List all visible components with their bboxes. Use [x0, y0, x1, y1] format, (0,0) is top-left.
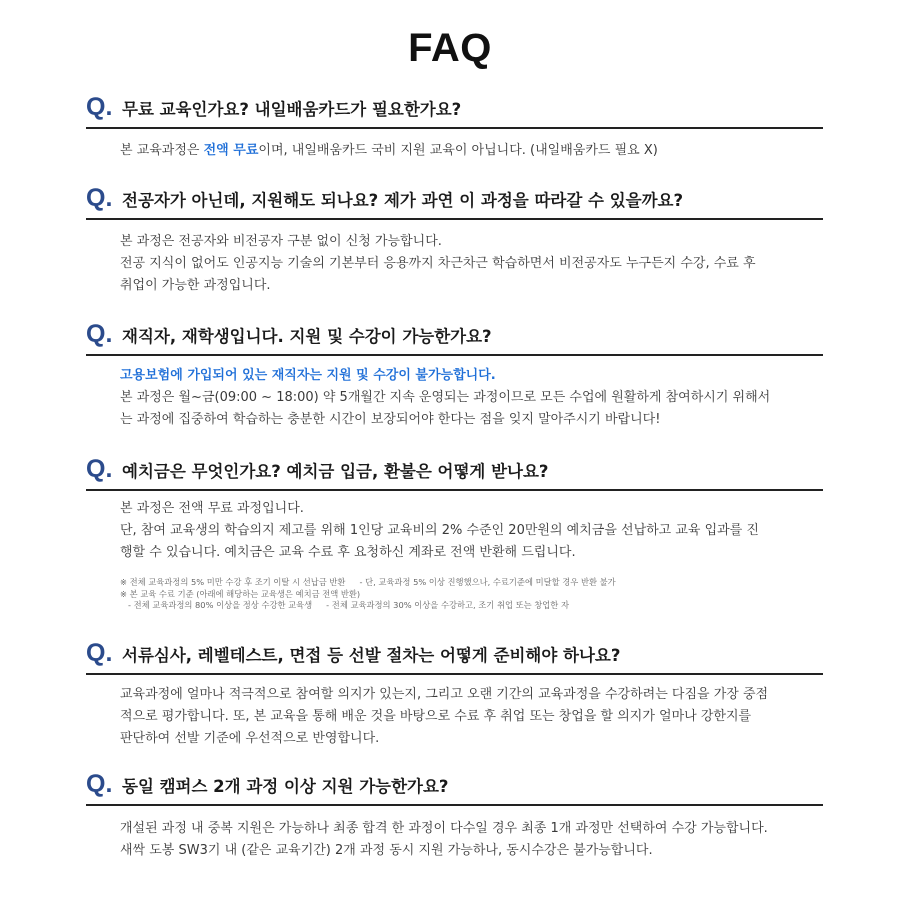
answer-line: 본 과정은 전액 무료 과정입니다. — [120, 501, 304, 516]
faq-answer-3 — [120, 365, 820, 431]
note-text: ※ 전체 교육과정의 5% 미만 수강 후 조기 이탈 시 선납금 반환 — [120, 577, 346, 587]
faq-question-3 — [86, 320, 823, 356]
q-mark: Q. — [86, 770, 113, 798]
answer-line: 본 과정은 전공자와 비전공자 구분 없이 신청 가능합니다. — [120, 234, 442, 249]
question-text: 예치금은 무엇인가요? 예치금 입금, 환불은 어떻게 받나요? — [122, 462, 549, 481]
answer-line: 취업이 가능한 과정입니다. — [120, 278, 271, 293]
answer-text: 본 교육과정은 — [120, 143, 204, 158]
question-text: 무료 교육인가요? 내일배움카드가 필요한가요? — [122, 100, 462, 119]
answer-line: 행할 수 있습니다. 예치금은 교육 수료 후 요청하신 계좌로 전액 반환해 드립니다. — [120, 545, 576, 560]
question-text: 서류심사, 레벨테스트, 면접 등 선발 절차는 어떻게 준비해야 하나요? — [122, 646, 621, 665]
answer-line: 판단하여 선발 기준에 우선적으로 반영합니다. — [120, 731, 380, 746]
q-mark: Q. — [86, 320, 113, 348]
note-text: - 단, 교육과정 5% 이상 진행했으나, 수료기준에 미달할 경우 반환 불가 — [359, 577, 616, 587]
answer-text: 이며, 내일배움카드 국비 지원 교육이 아닙니다. (내일배움카드 필요 X) — [258, 143, 658, 158]
answer-highlight: 고용보험에 가입되어 있는 재직자는 지원 및 수강이 불가능합니다. — [120, 368, 496, 383]
note-text: ※ 본 교육 수료 기준 (아래에 해당하는 교육생은 예치금 전액 반환) — [120, 588, 361, 599]
answer-highlight: 전액 무료 — [203, 143, 259, 158]
q-mark: Q. — [86, 184, 113, 212]
q-mark: Q. — [86, 455, 113, 483]
answer-line: 개설된 과정 내 중복 지원은 가능하나 최종 합격 한 과정이 다수일 경우 최종 1개 과정만 선택하여 수강 가능합니다. — [120, 821, 768, 836]
answer-line: 는 과정에 집중하여 학습하는 충분한 시간이 보장되어야 한다는 점을 잊지 말아주시기 바랍니다! — [120, 412, 661, 427]
answer-line: 교육과정에 얼마나 적극적으로 참여할 의지가 있는지, 그리고 오랜 기간의 교육과정을 수강하려는 다짐을 가장 중점 — [120, 687, 769, 702]
q-mark: Q. — [86, 93, 113, 121]
answer-line: 단, 참여 교육생의 학습의지 제고를 위해 1인당 교육비의 2% 수준인 20만원의 예치금을 선납하고 교육 입과를 진 — [120, 523, 759, 538]
faq-question-1 — [86, 93, 823, 129]
q-mark: Q. — [86, 639, 113, 667]
faq-answer-6 — [120, 818, 820, 862]
note-text: - 전체 교육과정의 80% 이상을 정상 수강한 교육생 — [128, 600, 313, 610]
answer-line: 전공 지식이 없어도 인공지능 기술의 기본부터 응용까지 차근차근 학습하면서 비전공자도 누구든지 수강, 수료 후 — [120, 256, 756, 271]
question-text: 동일 캠퍼스 2개 과정 이상 지원 가능한가요? — [122, 777, 449, 796]
answer-line: 적으로 평가합니다. 또, 본 교육을 통해 배운 것을 바탕으로 수료 후 취업 또는 창업을 할 의지가 얼마나 강한지를 — [120, 709, 752, 724]
faq-answer-2 — [120, 231, 820, 297]
faq-question-6 — [86, 770, 823, 806]
faq-notes-4 — [120, 577, 820, 612]
faq-question-4 — [86, 455, 823, 491]
faq-question-2 — [86, 184, 823, 220]
answer-line: 본 과정은 월~금(09:00 ~ 18:00) 약 5개월간 지속 운영되는 과정이므로 모든 수업에 원활하게 참여하시기 위해서 — [120, 390, 771, 405]
question-text: 재직자, 재학생입니다. 지원 및 수강이 가능한가요? — [122, 327, 492, 346]
faq-question-5 — [86, 639, 823, 675]
note-text: - 전체 교육과정의 30% 이상을 수강하고, 조기 취업 또는 창업한 자 — [326, 600, 569, 610]
faq-answer-4 — [120, 498, 820, 564]
question-text: 전공자가 아닌데, 지원해도 되나요? 제가 과연 이 과정을 따라갈 수 있을까요? — [122, 191, 684, 210]
answer-line: 새싹 도봉 SW3기 내 (같은 교육기간) 2개 과정 동시 지원 가능하나, 동시수강은 불가능합니다. — [120, 843, 653, 858]
faq-answer-5 — [120, 684, 820, 750]
faq-answer-1 — [120, 140, 820, 162]
page-title: FAQ — [408, 26, 492, 70]
